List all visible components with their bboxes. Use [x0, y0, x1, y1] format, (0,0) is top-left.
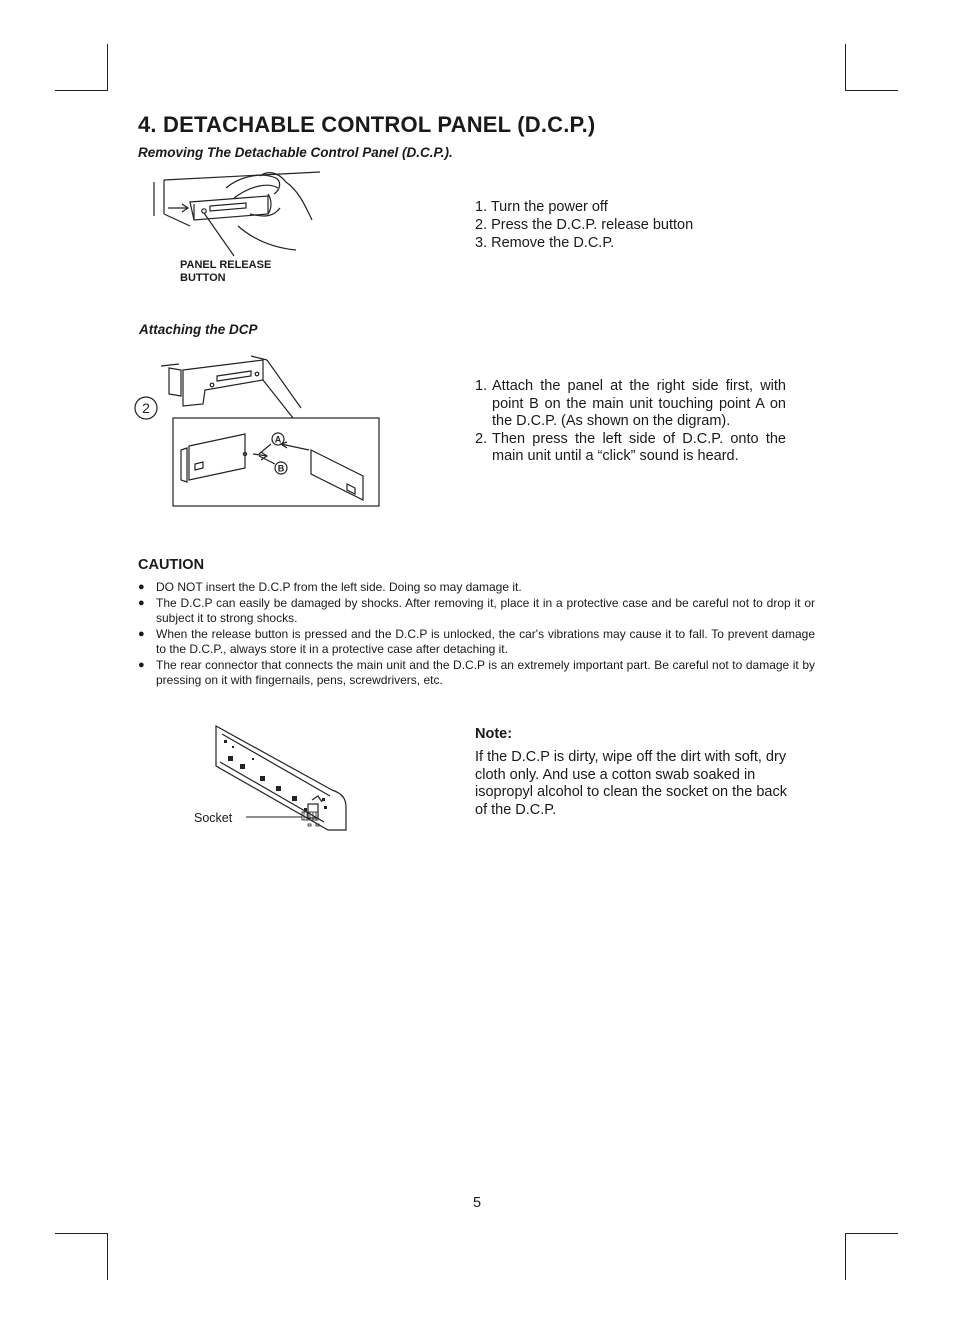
- crop-mark: [107, 44, 108, 91]
- crop-mark: [107, 1233, 108, 1280]
- page-number: 5: [473, 1195, 482, 1211]
- point-b-label: B: [277, 463, 285, 474]
- removing-step: 1. Turn the power off: [475, 199, 608, 215]
- attaching-heading: Attaching the DCP: [139, 322, 258, 337]
- attaching-steps: [475, 378, 786, 466]
- caution-item: ● The D.C.P can easily be damaged by shocks. After removing it, place it in a protective case and be careful not to drop it or subject it to strong shocks.: [138, 595, 815, 625]
- attaching-step: 1. Attach the panel at the right side first, with point B on the main unit touching point A on the D.C.P. (As shown on the digram).: [475, 378, 786, 430]
- dcp-back-illustration: [212, 722, 352, 842]
- point-a-label: A: [274, 434, 282, 445]
- removing-steps: [475, 198, 693, 252]
- bullet-icon: ●: [138, 596, 145, 609]
- socket-leader-line: [242, 814, 312, 820]
- removing-illustration: [150, 168, 330, 258]
- caution-item: ● DO NOT insert the D.C.P from the left side. Doing so may damage it.: [138, 580, 522, 594]
- step-number-label: 2: [142, 400, 150, 416]
- crop-mark: [845, 1233, 846, 1280]
- crop-mark: [845, 1233, 898, 1234]
- crop-mark: [55, 1233, 108, 1234]
- removing-step: 3. Remove the D.C.P.: [475, 235, 615, 251]
- removing-heading: Removing The Detachable Control Panel (D.C.P.).: [138, 145, 453, 160]
- bullet-icon: ●: [138, 658, 145, 671]
- bullet-icon: ●: [138, 581, 145, 593]
- caution-list: [138, 580, 815, 689]
- caution-title: CAUTION: [138, 557, 205, 573]
- removing-step: 2. Press the D.C.P. release button: [475, 217, 694, 233]
- caution-item: ● When the release button is pressed and the D.C.P is unlocked, the car's vibrations may cause it to fall. To prevent damage to the D.C.P., always store it in a protective case after detaching it.: [138, 626, 815, 656]
- crop-mark: [55, 90, 108, 91]
- bullet-icon: ●: [138, 627, 145, 640]
- page-title: 4. DETACHABLE CONTROL PANEL (D.C.P.): [138, 112, 596, 137]
- socket-label: Socket: [194, 811, 233, 825]
- caution-item: ● The rear connector that connects the main unit and the D.C.P is an extremely important part. Be careful not to damage it by pressing on it with fingernails, pens, screwdrivers, etc.: [138, 657, 815, 687]
- attaching-illustration: [133, 350, 383, 510]
- attaching-step: 2. Then press the left side of D.C.P. onto the main unit until a “click” sound is heard.: [475, 430, 786, 465]
- panel-release-caption: PANEL RELEASE BUTTON: [180, 259, 272, 284]
- note-body: If the D.C.P is dirty, wipe off the dirt with soft, dry cloth only. And use a cotton swab soaked in isopropyl alcohol to clean the socket on the back of the D.C.P.: [475, 749, 787, 818]
- crop-mark: [845, 44, 846, 91]
- note-title: Note:: [475, 726, 513, 742]
- crop-mark: [845, 90, 898, 91]
